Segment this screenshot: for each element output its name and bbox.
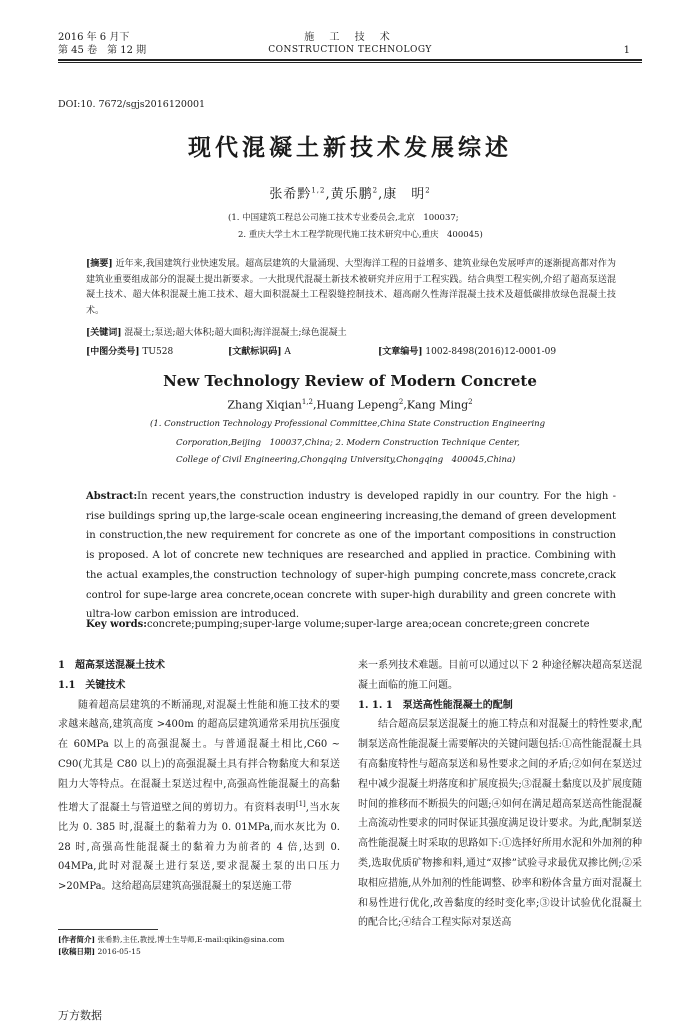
abstract-cn (86, 257, 616, 319)
footnote-rule (58, 929, 158, 930)
keywords-en-label: Key words: (86, 619, 147, 630)
author-affil-sup: 2 (398, 398, 404, 406)
doc-value: A (284, 347, 291, 357)
journal-name-en: CONSTRUCTION TECHNOLOGY (268, 45, 432, 55)
author-name: ,黄乐鹏 (325, 187, 373, 202)
article-value: 1002-8498(2016)12-0001-09 (425, 347, 557, 357)
affiliation-en-3: College of Civil Engineering,Chongqing University,Chongqing 400045,China) (176, 455, 516, 465)
clc-value: TU528 (142, 347, 174, 357)
affiliation-en-1: (1. Construction Technology Professional Committee,China State Construction Engineering (150, 419, 546, 429)
journal-name (0, 31, 700, 57)
abstract-en-label: Abstract: (86, 491, 138, 502)
article-title-en: New Technology Review of Modern Concrete (163, 372, 537, 390)
issue-date: 2016 年 6 月下 (58, 32, 130, 43)
section-heading-1-1-1: 1. 1. 1 泵送高性能混凝土的配制 (358, 699, 513, 711)
author-name: ,康 明 (378, 187, 426, 202)
keywords-en (86, 619, 590, 630)
author-bio (58, 934, 340, 946)
author-name-en: Zhang Xiqian (227, 398, 302, 412)
article-number (378, 344, 556, 357)
affiliation-cn-1: (1. 中国建筑工程总公司施工技术专业委员会,北京 100037; (228, 213, 459, 223)
clc-number (86, 344, 173, 357)
keywords-cn (86, 325, 347, 338)
keywords-cn-text: 混凝土;泵送;超大体积;超大面积;海洋混凝土;绿色混凝土 (124, 328, 347, 338)
abstract-en-text: In recent years,the construction industry is developed rapidly in our country. For the high - rise buildings spring up,the large-scale ocean engineering increasing,the demand of green development in construction,the new requirement for concrete as one of the important compositions in construction is proposed. A lot of concrete new techniques are researched and applied in practice. Combining with the actual examples,the construction technology of super-high pumping concrete,mass concrete,crack control for supe-large area concrete,ocean concrete with super-high durability and green concrete with ultra-low carbon emission are introduced. (86, 491, 616, 621)
page-number: 1 (623, 45, 630, 56)
abstract-cn-label: [摘要] (86, 259, 113, 269)
body-paragraph-continued: 来一系列技术难题。目前可以通过以下 2 种途径解决超高泵送混凝土面临的施工问题。 (358, 660, 642, 691)
body-column-right (358, 656, 642, 933)
author-affil-sup: 2 (425, 186, 431, 195)
authors-en (0, 398, 700, 412)
keywords-cn-label: [关键词] (86, 328, 122, 338)
header-rule-thin (58, 62, 642, 63)
article-title-cn: 现代混凝土新技术发展综述 (188, 134, 512, 161)
author-affil-sup: 1,2 (301, 398, 313, 406)
abstract-en (86, 487, 616, 625)
author-name-en: ,Huang Lepeng (313, 398, 399, 412)
paragraph-text: 随着超高层建筑的不断涌现,对混凝土性能和施工技术的要求越来越高,建筑高度 >400m 的超高层建筑通常采用抗压强度在 60MPa 以上的高强混凝土。与普通混凝土相比,C60 ~ C90(尤其是 C80 以上)的高强混凝土具有拌合物黏度大和泵送阻力大等特点。在混凝土泵送过程中,高强高性能混凝土的高黏性增大了混凝土与管道壁之间的剪切力。有资料表明 (58, 699, 340, 813)
volume-issue: 第 45 卷 第 12 期 (58, 45, 147, 56)
author-affil-sup: 2 (372, 186, 379, 195)
body-column-left (58, 656, 340, 897)
doc-label: [文献标识码] (228, 347, 282, 357)
abstract-cn-text: 近年来,我国建筑行业快速发展。超高层建筑的大量涌现、大型海洋工程的日益增多、建筑业绿色发展呼声的逐渐提高都对作为建筑业重要组成部分的混凝土提出新要求。一大批现代混凝土新技术被研究并应用于工程实践。结合典型工程实例,介绍了超高泵送混凝土技术、超大体积混凝土施工技术、超大面积混凝土工程裂缝控制技术、超高耐久性海洋混凝土技术及超低碳排放绿色混凝土技术。 (86, 259, 616, 316)
document-code (228, 344, 291, 357)
article-label: [文章编号] (378, 347, 423, 357)
authors-cn (0, 183, 700, 202)
clc-label: [中图分类号] (86, 347, 140, 357)
author-name-en: ,Kang Ming (403, 398, 469, 412)
body-paragraph (58, 696, 340, 897)
body-paragraph: 结合超高层泵送混凝土的施工特点和对混凝土的特性要求,配制泵送高性能混凝土需要解决的关键问题包括:①高性能混凝土具有高黏度特性与超高泵送和易性要求之间的矛盾;②如何在泵送过程中减少混凝土坍落度和扩展度损失;③混凝土黏度以及扩展度随时间的推移而不断损失的问题;④如何在满足超高泵送高性能混凝土高流动性要求的同时保证其强度满足设计要求。为此,配制泵送高性能混凝土时采取的思路如下:①选择好所用水泥和外加剂的种类,选取优质矿物掺和料,通过“双掺”试验寻求最优双掺比例;②采取相应措施,从外加剂的性能调整、砂率和粉体含量方面对混凝土和易性进行优化,改善黏度的经时变化率;③设计试验优化混凝土的配合比;④结合工程实际对泵送高 (358, 719, 642, 929)
affiliation-cn-2: 2. 重庆大学土木工程学院现代施工技术研究中心,重庆 400045) (238, 230, 483, 240)
author-bio-label: [作者简介] (58, 935, 96, 944)
section-heading-1: 1 超高泵送混凝土技术 (58, 660, 165, 671)
author-footnote (58, 934, 340, 958)
author-name: 张希黔 (269, 187, 312, 202)
journal-name-cn: 施 工 技 术 (304, 32, 396, 43)
header-rule-thick (58, 59, 642, 61)
keywords-en-text: concrete;pumping;super-large volume;super-large area;ocean concrete;green concrete (147, 619, 590, 630)
doi: DOI:10. 7672/sgjs2016120001 (58, 99, 206, 110)
section-heading-1-1: 1.1 关键技术 (58, 679, 126, 691)
watermark: 万方数据 (58, 1009, 102, 1022)
received-date (58, 946, 340, 958)
received-date-label: [收稿日期] (58, 947, 96, 956)
author-affil-sup: 2 (468, 398, 473, 406)
paragraph-text: ,当水灰比为 0. 385 时,混凝土的黏着力为 0. 01MPa,而水灰比为 0. 28 时,高强高性能混凝土的黏着力为前者的 4 倍,达到 0. 04MPa,此时对混凝土进行泵送,要求混凝土泵的出口压力 >20MPa。这给超高层建筑高强混凝土的泵送施工带 (58, 801, 341, 893)
author-bio-text: 张希黔,主任,教授,博士生导师,E-mail:qikin@sina.com (97, 935, 285, 944)
author-affil-sup: 1,2 (311, 186, 326, 195)
affiliation-en-2: Corporation,Beijing 100037,China; 2. Modern Construction Technique Center, (176, 438, 520, 448)
citation-ref[interactable]: [1] (295, 799, 306, 808)
received-date-text: 2016-05-15 (97, 947, 141, 956)
